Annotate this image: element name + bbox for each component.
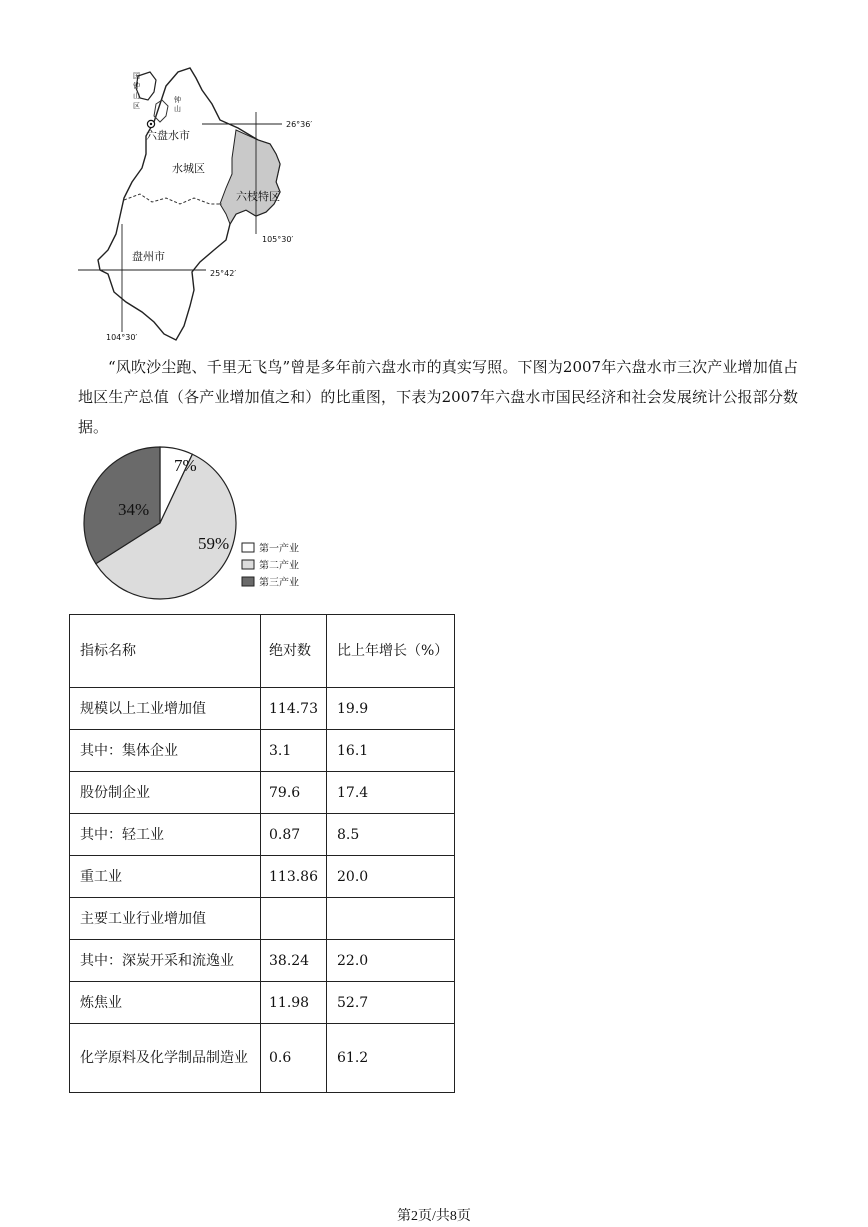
cell-growth-rate: 52.7 [327, 982, 455, 1024]
cell-indicator-name: 其中：轻工业 [70, 814, 261, 856]
cell-growth-rate: 20.0 [327, 856, 455, 898]
map-label-shuicheng: 水城区 [172, 162, 205, 175]
svg-text:山: 山 [174, 105, 181, 113]
table-row [70, 856, 455, 898]
cell-growth-rate: 61.2 [327, 1024, 455, 1093]
cell-indicator-name: 重工业 [70, 856, 261, 898]
cell-absolute-value: 113.86 [261, 856, 327, 898]
page-number: 第2页/共8页 [397, 1209, 471, 1224]
map-label-lat-north: 26°36′ [286, 120, 313, 129]
legend-label-1: 第一产业 [259, 543, 299, 555]
svg-text:钟: 钟 [174, 96, 181, 104]
legend-label-2: 第二产业 [259, 560, 299, 572]
map-label-lon-west: 104°30′ [106, 333, 138, 342]
header-growth-rate: 比上年增长（%） [327, 615, 455, 688]
table-row [70, 814, 455, 856]
svg-text:山: 山 [133, 92, 140, 100]
table-row [70, 772, 455, 814]
cell-growth-rate: 16.1 [327, 730, 455, 772]
cell-absolute-value: 114.73 [261, 688, 327, 730]
map-label-lon-east: 105°30′ [262, 235, 294, 244]
map-label-city: 六盘水市 [146, 129, 190, 142]
cell-indicator-name: 主要工业行业增加值 [70, 898, 261, 940]
table-row [70, 898, 455, 940]
cell-indicator-name: 炼焦业 [70, 982, 261, 1024]
legend-label-3: 第三产业 [259, 577, 299, 589]
cell-absolute-value [261, 898, 327, 940]
cell-absolute-value: 79.6 [261, 772, 327, 814]
cell-indicator-name: 股份制企业 [70, 772, 261, 814]
legend-swatch-2 [242, 560, 254, 569]
cell-absolute-value: 0.6 [261, 1024, 327, 1093]
map-label-inset: 国 [133, 72, 140, 80]
cell-absolute-value: 38.24 [261, 940, 327, 982]
svg-text:区: 区 [133, 102, 140, 110]
statistics-table [69, 614, 455, 1093]
cell-growth-rate: 19.9 [327, 688, 455, 730]
cell-growth-rate: 8.5 [327, 814, 455, 856]
legend-swatch-1 [242, 543, 254, 552]
table-header-row [70, 615, 455, 688]
cell-indicator-name: 规模以上工业增加值 [70, 688, 261, 730]
table-row [70, 688, 455, 730]
pie-slice-label-1: 7% [174, 456, 197, 475]
map-label-panzhou: 盘州市 [132, 250, 165, 263]
header-indicator-name: 指标名称 [70, 615, 261, 688]
intro-paragraph [78, 352, 798, 442]
header-absolute-value: 绝对数 [261, 615, 327, 688]
cell-growth-rate: 17.4 [327, 772, 455, 814]
pie-slice-label-2: 59% [198, 534, 230, 553]
cell-indicator-name: 化学原料及化学制品制造业 [70, 1024, 261, 1093]
cell-indicator-name: 其中：深炭开采和流逸业 [70, 940, 261, 982]
table-row [70, 940, 455, 982]
cell-absolute-value: 11.98 [261, 982, 327, 1024]
map-label-lat-south: 25°42′ [210, 269, 237, 278]
pie-slice-label-3: 34% [118, 500, 150, 519]
cell-indicator-name: 其中：集体企业 [70, 730, 261, 772]
svg-text:钟: 钟 [133, 82, 140, 90]
liupanshui-map [70, 64, 330, 349]
map-label-liuzhi: 六枝特区 [236, 190, 280, 203]
cell-absolute-value: 3.1 [261, 730, 327, 772]
industry-share-pie-chart [70, 445, 320, 610]
cell-growth-rate [327, 898, 455, 940]
table-row [70, 982, 455, 1024]
table-row [70, 1024, 455, 1093]
table-row [70, 730, 455, 772]
cell-growth-rate: 22.0 [327, 940, 455, 982]
intro-text: “风吹沙尘跑、千里无飞鸟”曾是多年前六盘水市的真实写照。下图为2007年六盘水市三次产业增加值占地区生产总值（各产业增加值之和）的比重图，下表为2007年六盘水市国民经济和社会发展统计公报部分数据。 [78, 358, 798, 436]
cell-absolute-value: 0.87 [261, 814, 327, 856]
legend-swatch-3 [242, 577, 254, 586]
